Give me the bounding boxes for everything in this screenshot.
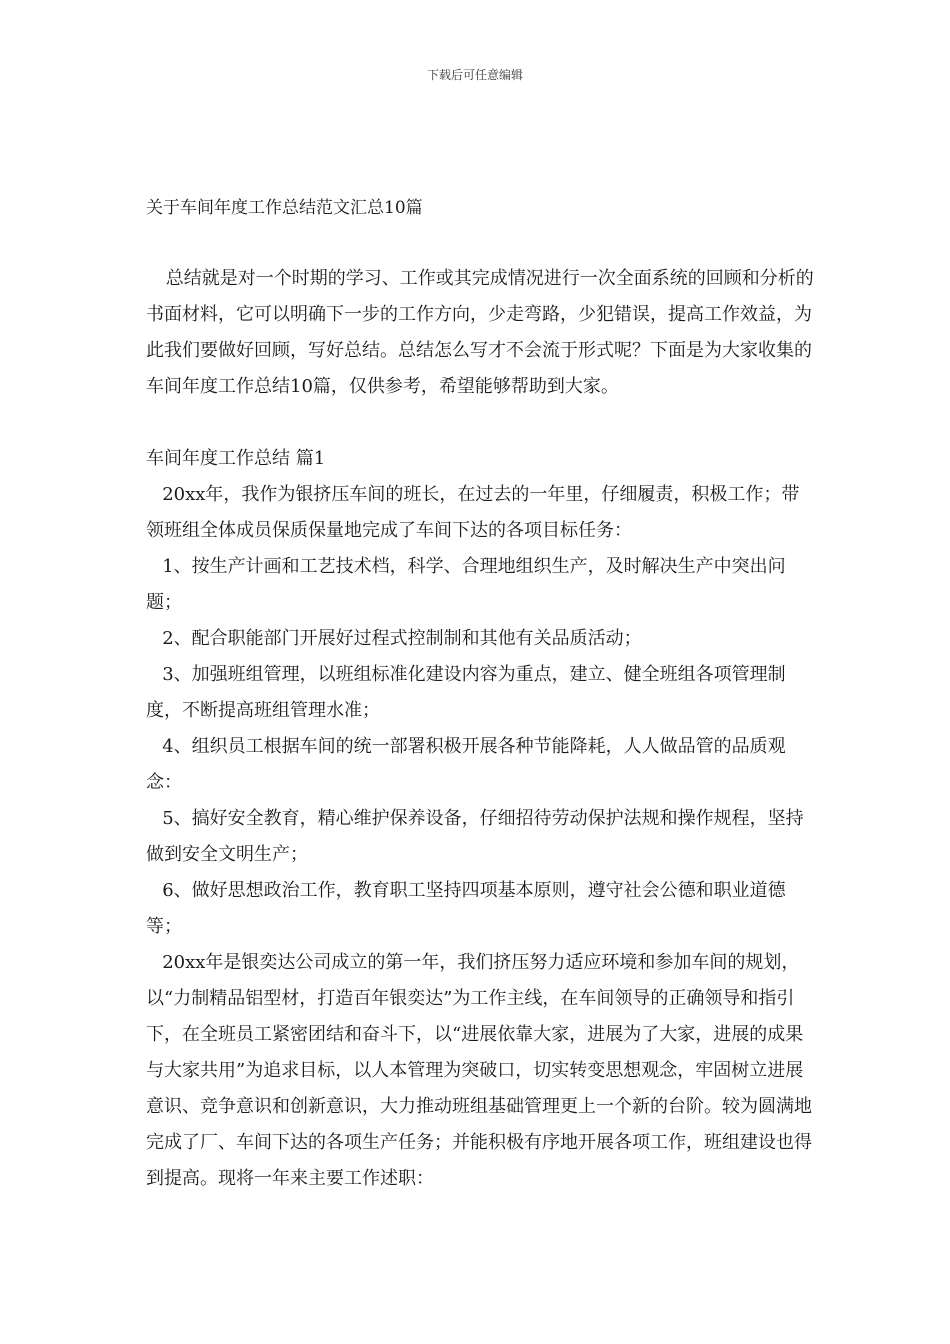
list-item: 2、配合职能部门开展好过程式控制制和其他有关品质活动； bbox=[162, 628, 642, 649]
list-item: 6、做好思想政治工作，教育职工坚持四项基本原则，遵守社会公德和职业道德等； bbox=[146, 880, 786, 937]
list-item: 5、搞好安全教育，精心维护保养设备，仔细招待劳动保护法规和操作规程，坚持做到安全文明生产； bbox=[146, 808, 804, 865]
intro-paragraph: 总结就是对一个时期的学习、工作或其完成情况进行一次全面系统的回顾和分析的书面材料，它可以明确下一步的工作方向，少走弯路，少犯错误，提高工作效益，为此我们要做好回顾，写好总结。总结怎么写才不会流于形式呢？下面是为大家收集的车间年度工作总结10篇，仅供参考，希望能够帮助到大家。 bbox=[146, 268, 814, 397]
document-title: 关于车间年度工作总结范文汇总10篇 bbox=[146, 198, 423, 218]
list-item: 4、组织员工根据车间的统一部署积极开展各种节能降耗，人人做品管的品质观念： bbox=[146, 736, 786, 793]
paragraph: 20xx年是银奕达公司成立的第一年，我们挤压努力适应环境和参加车间的规划，以“力制精品铝型材，打造百年银奕达”为工作主线，在车间领导的正确领导和指引下，在全班员工紧密团结和奋斗下，以“进展依靠大家，进展为了大家，进展的成果与大家共用”为追求目标，以人本管理为突破口，切实转变思想观念，牢固树立进展意识、竞争意识和创新意识，大力推动班组基础管理更上一个新的台阶。较为圆满地完成了厂、车间下达的各项生产任务；并能积极有序地开展各项工作，班组建设也得到提高。现将一年来主要工作述职： bbox=[146, 952, 812, 1189]
section-body bbox=[146, 477, 816, 1197]
intro-block bbox=[146, 261, 816, 405]
list-item: 1、按生产计画和工艺技术档，科学、合理地组织生产，及时解决生产中突出问题； bbox=[146, 556, 786, 613]
list-item: 3、加强班组管理，以班组标准化建设内容为重点，建立、健全班组各项管理制度，不断提高班组管理水准； bbox=[146, 664, 786, 721]
paragraph: 20xx年，我作为银挤压车间的班长，在过去的一年里，仔细履责，积极工作；带领班组全体成员保质保量地完成了车间下达的各项目标任务： bbox=[146, 484, 800, 541]
section-heading: 车间年度工作总结 篇1 bbox=[146, 448, 326, 469]
page-header: 下载后可任意编辑 bbox=[426, 68, 523, 82]
